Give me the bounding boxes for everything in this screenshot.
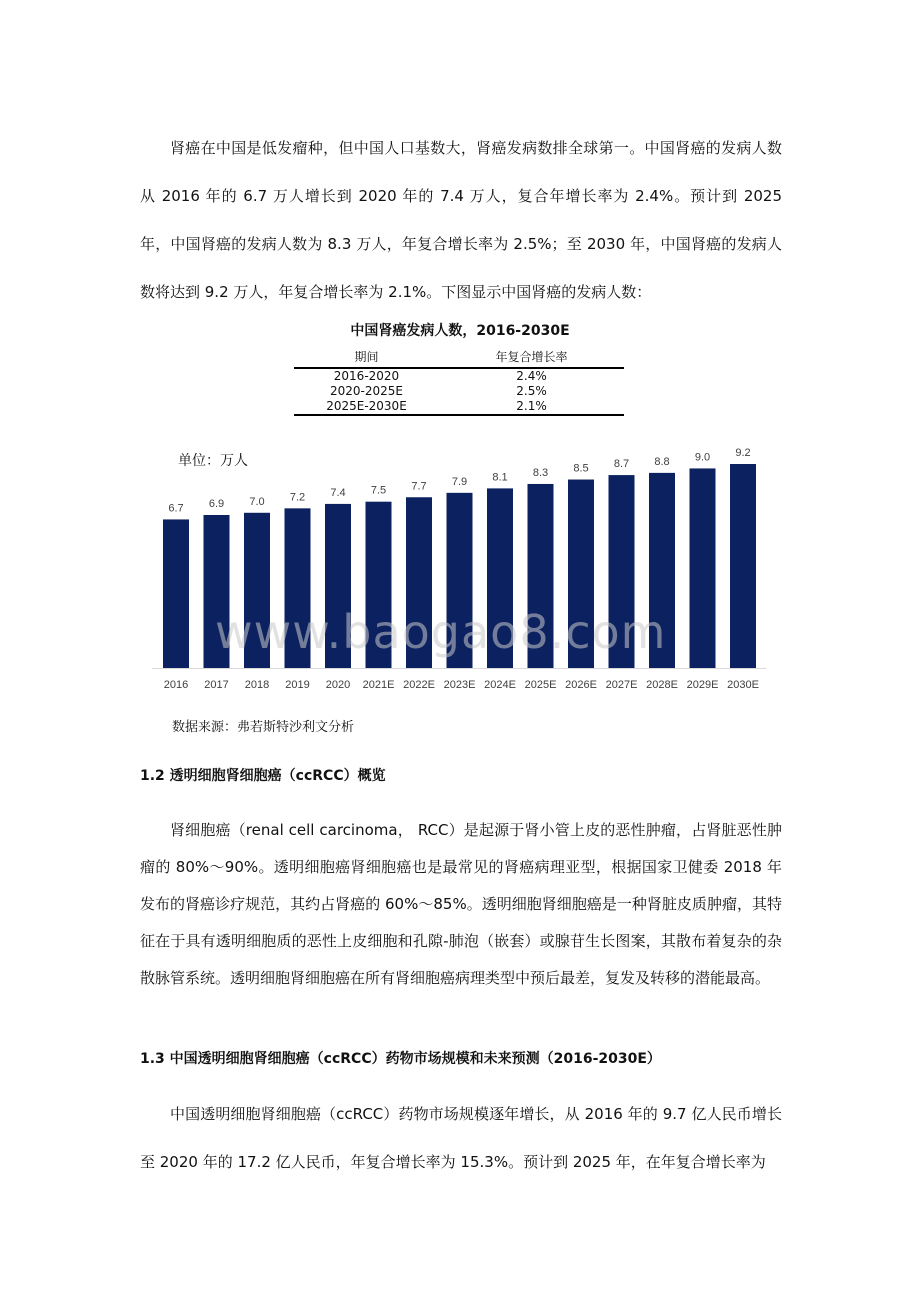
value-label-2026E: 8.5 <box>573 462 589 475</box>
tick-label-2024E: 2024E <box>484 679 516 691</box>
cagr-rate: 2.5% <box>516 384 547 398</box>
section-1-2-paragraph: 肾细胞癌（renal cell carcinoma， RCC）是起源于肾小管上皮的恶性肿瘤，占肾脏恶性肿瘤的 80%～90%。透明细胞癌肾细胞癌也是最常见的肾癌病理亚型，根据国家卫健委 2018 年发布的肾癌诊疗规范，其约占肾癌的 60%～85%。透明细胞肾细胞癌是一种肾脏皮质肿瘤，其特征在于具有透明细胞质的恶性上皮细胞和孔隙-肺泡（嵌套）或腺苷生长图案，其散布着复杂的杂散脉管系统。透明细胞肾细胞癌在所有肾细胞癌病理类型中预后最差，复发及转移的潜能最高。 <box>140 821 782 987</box>
tick-label-2020: 2020 <box>325 679 351 691</box>
cagr-rate: 2.1% <box>439 399 624 415</box>
value-label-2029E: 9.0 <box>694 451 711 464</box>
bar-2016 <box>163 519 189 668</box>
value-label-2019: 7.2 <box>289 491 306 504</box>
cagr-period: 2025E-2030E <box>294 399 439 415</box>
value-label-2027E: 8.7 <box>613 458 630 471</box>
section-1-3-heading: 1.3 中国透明细胞肾细胞癌（ccRCC）药物市场规模和未来预测（2016-2030E） <box>140 1051 661 1067</box>
table-row <box>294 368 624 384</box>
tick-label-2022E: 2022E <box>403 679 435 691</box>
tick-label-2028E: 2028E <box>646 679 678 691</box>
watermark: www.baogao8.com <box>215 605 667 659</box>
cagr-rate: 2.4% <box>516 369 547 383</box>
value-label-2023E: 7.9 <box>451 475 468 488</box>
cagr-header-period: 期间 <box>294 345 439 368</box>
tick-label-2021E: 2021E <box>362 679 395 691</box>
tick-label-2025E: 2025E <box>524 679 557 691</box>
source-note: 数据来源：弗若斯特沙利文分析 <box>172 720 355 735</box>
tick-label-2017: 2017 <box>204 679 229 691</box>
cagr-header-rate: 年复合增长率 <box>439 345 624 368</box>
cagr-period: 2016-2020 <box>333 369 400 383</box>
tick-label-2023E: 2023E <box>443 679 476 691</box>
tick-label-2019: 2019 <box>285 679 310 691</box>
cagr-period: 2020-2025E <box>330 384 403 398</box>
cagr-table <box>294 345 624 416</box>
bar-2029E <box>690 468 716 668</box>
tick-label-2029E: 2029E <box>686 679 719 691</box>
chart-title: 中国肾癌发病人数，2016-2030E <box>350 323 570 339</box>
bar-2030E <box>730 464 756 668</box>
section-1-3-paragraph: 中国透明细胞肾细胞癌（ccRCC）药物市场规模逐年增长，从 2016 年的 9.7 亿人民币增长至 2020 年的 17.2 亿人民币，年复合增长率为 15.3%。预计到 2025 年，在年复合增长率为 <box>140 1105 782 1171</box>
value-label-2017: 6.9 <box>208 498 225 510</box>
value-label-2016: 6.7 <box>168 502 184 515</box>
value-label-2022E: 7.7 <box>411 480 427 493</box>
value-label-2025E: 8.3 <box>532 466 549 479</box>
value-label-2021E: 7.5 <box>370 484 387 497</box>
table-row <box>294 384 624 399</box>
tick-label-2026E: 2026E <box>565 679 597 691</box>
value-label-2028E: 8.8 <box>654 455 670 468</box>
cagr-table-header <box>294 345 624 368</box>
tick-label-2016: 2016 <box>163 679 189 691</box>
table-row <box>294 399 624 415</box>
value-label-2018: 7.0 <box>249 495 265 508</box>
tick-label-2018: 2018 <box>244 679 270 691</box>
tick-label-2030E: 2030E <box>727 679 759 691</box>
tick-label-2027E: 2027E <box>605 679 638 691</box>
value-label-2024E: 8.1 <box>492 471 508 484</box>
intro-paragraph: 肾癌在中国是低发瘤种，但中国人口基数大，肾癌发病数排全球第一。中国肾癌的发病人数从 2016 年的 6.7 万人增长到 2020 年的 7.4 万人，复合年增长率为 2.4%。预计到 2025 年，中国肾癌的发病人数为 8.3 万人，年复合增长率为 2.5%；至 2030 年，中国肾癌的发病人数将达到 9.2 万人，年复合增长率为 2.1%。下图显示中国肾癌的发病人数： <box>140 139 782 301</box>
value-label-2030E: 9.2 <box>735 447 751 459</box>
chart-unit-label: 单位：万人 <box>178 453 248 469</box>
section-1-2-heading: 1.2 透明细胞肾细胞癌（ccRCC）概览 <box>140 768 386 784</box>
value-label-2020: 7.4 <box>330 486 346 499</box>
